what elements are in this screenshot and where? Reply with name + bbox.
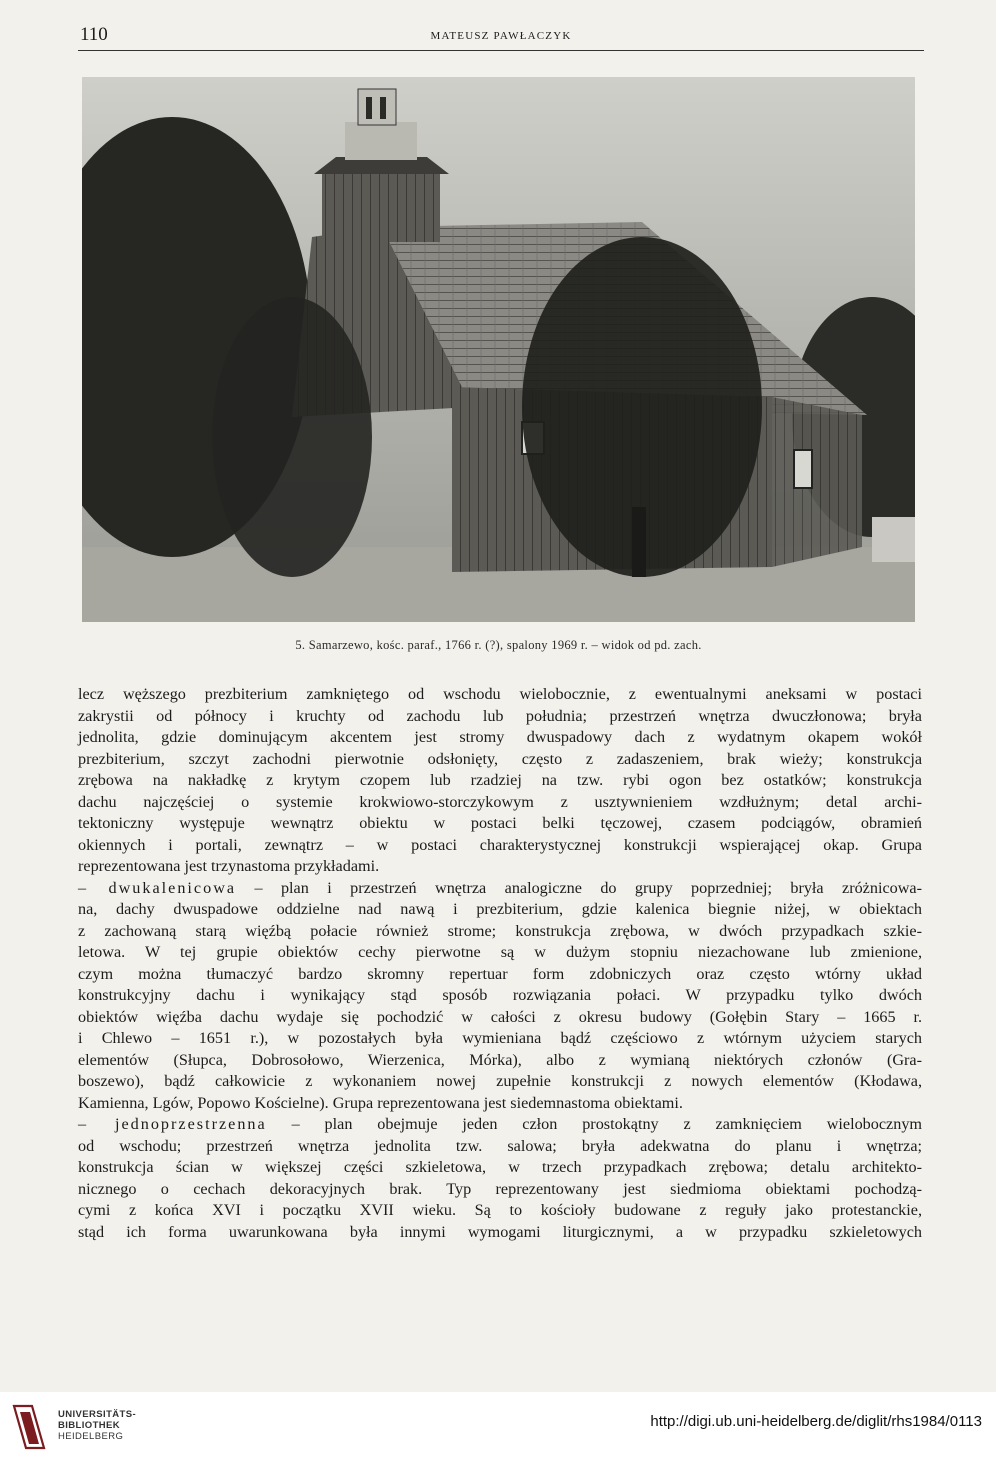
section-jednoprzestrzenna-text: – plan obejmuje jeden człon prostokątny z zamknięciem wielobocznym: [266, 1115, 923, 1133]
text-line: zakrystii od północy i kruchty od zachodu lub południa; przestrzeń wnętrza dwuczłonowa; bryła: [78, 706, 922, 725]
text-line: zrębowa na nakładkę z krytym czopem lub rzadziej na tzw. rybi ogon bez ostatków; konstrukcja: [78, 771, 922, 789]
text-line: nicznego o cechach dekoracyjnych brak. Typ reprezentowany jest siedmioma obiektami pochodzą-: [78, 1179, 922, 1198]
library-name-line: UNIVERSITÄTS-: [58, 1409, 137, 1420]
text-line: tektoniczny występuje wewnątrz obiektu w postaci belki tęczowej, czasem podciągów, obramień: [78, 814, 922, 832]
text-line: jednolita, gdzie dominującym akcentem jest stromy dwuspadowy dach z wydatnym okapem wokół: [78, 728, 922, 746]
section-jednoprzestrzenna-first-line: [78, 1114, 922, 1136]
text-line: czym można tłumaczyć bardzo skromny repertuar form zdobniczych oraz często wtórny układ: [78, 964, 922, 983]
term-dwukalenicowa: – dwukalenicowa: [78, 878, 237, 897]
figure-caption: 5. Samarzewo, kośc. paraf., 1766 r. (?), spalony 1969 r. – widok od pd. zach.: [295, 638, 702, 652]
text-line: okiennych i portali, zewnątrz – w postaci charakterystycznej konstrukcji wspierającej okap. Grupa: [78, 835, 922, 854]
library-name-line: BIBLIOTHEK: [58, 1420, 121, 1431]
section-dwukalenicowa-text: – plan i przestrzeń wnętrza analogiczne do grupy poprzedniej; bryła zróżnicowa-: [236, 878, 922, 897]
text-line: i Chlewo – 1651 r.), w pozostałych była wymieniana bądź częściowo z wtórnym użyciem starych: [78, 1029, 922, 1047]
library-logo-icon: [12, 1404, 46, 1450]
library-name-line: HEIDELBERG: [58, 1431, 124, 1442]
term-jednoprzestrzenna: – jednoprzestrzenna: [78, 1115, 267, 1133]
text-line: konstrukcja ścian w większej części szkieletowa, w trzech przypadkach zrębowa; detalu architekto-: [78, 1158, 922, 1176]
church-turret: [322, 172, 440, 242]
text-line: cymi z końca XVI i początku XVII wieku. Są to kościoły budowane z reguły jako protestanckie,: [78, 1201, 922, 1219]
library-name: [58, 1409, 136, 1442]
text-line: elementów (Słupca, Dobrosołowo, Wierzenica, Mórka), albo z wymianą niektórych członów (Gra-: [78, 1050, 922, 1069]
church-photo-illustration: [82, 77, 915, 622]
text-line: od wschodu; przestrzeń wnętrza jednolita tzw. salowa; bryła adekwatna do planu i wnętrza;: [78, 1136, 922, 1155]
text-line: reprezentowana jest trzynastoma przykładami.: [78, 857, 380, 875]
digital-library-link[interactable]: http://digi.ub.uni-heidelberg.de/diglit/rhs1984/0113: [650, 1413, 982, 1430]
page-header: [78, 24, 924, 51]
text-line: Kamienna, Lgów, Popowo Kościelne). Grupa reprezentowana jest siedemnastoma obiektami.: [78, 1093, 683, 1112]
text-line: stąd ich forma uwarunkowana była innymi wymogami liturgicznymi, a w przypadku szkieletowych: [78, 1222, 922, 1241]
page-footer: [0, 1392, 996, 1463]
page-number: 110: [80, 24, 108, 45]
text-line: dachu najczęściej o systemie krokwiowo-storczykowym z usztywnieniem wzdłużnym; detal archi-: [78, 792, 922, 811]
text-line: na, dachy dwuspadowe oddzielne nad nawą i prezbiterium, gdzie kalenica biegnie niżej, w obiektach: [78, 900, 922, 918]
text-line: obiektów więźba dachu wydaje się pochodzić w całości z okresu budowy (Gołębin Stary – 1665 r.: [78, 1007, 922, 1026]
church-photograph: [82, 77, 915, 622]
text-line: boszewo), bądź całkowicie z wykonaniem nowej zupełnie konstrukcji z nowych elementów (Kłodawa,: [78, 1072, 922, 1090]
text-line: prezbiterium, szczyt zachodni pierwotnie odsłonięty, często z zadaszeniem, brak wieży; konstrukcja: [78, 749, 922, 768]
body-text: [78, 684, 922, 1243]
text-line: z zachowaną starą więźbą połacie również strome; konstrukcja zrębowa, w dwóch przypadkach szkie-: [78, 921, 922, 940]
section-dwukalenicowa-first-line: [78, 878, 922, 900]
text-line: letowa. W tej grupie obiektów cechy pierwotne są w dużym stopniu niezachowane lub zmienione,: [78, 943, 922, 961]
running-head: MATEUSZ PAWŁACZYK: [430, 30, 572, 42]
text-line: lecz węższego prezbiterium zamkniętego od wschodu wielobocznie, z ewentualnymi aneksami w postaci: [78, 685, 922, 703]
text-line: konstrukcyjny dachu i wynikający stąd sposób rozwiązania połaci. W przypadku tylko dwóch: [78, 986, 922, 1004]
